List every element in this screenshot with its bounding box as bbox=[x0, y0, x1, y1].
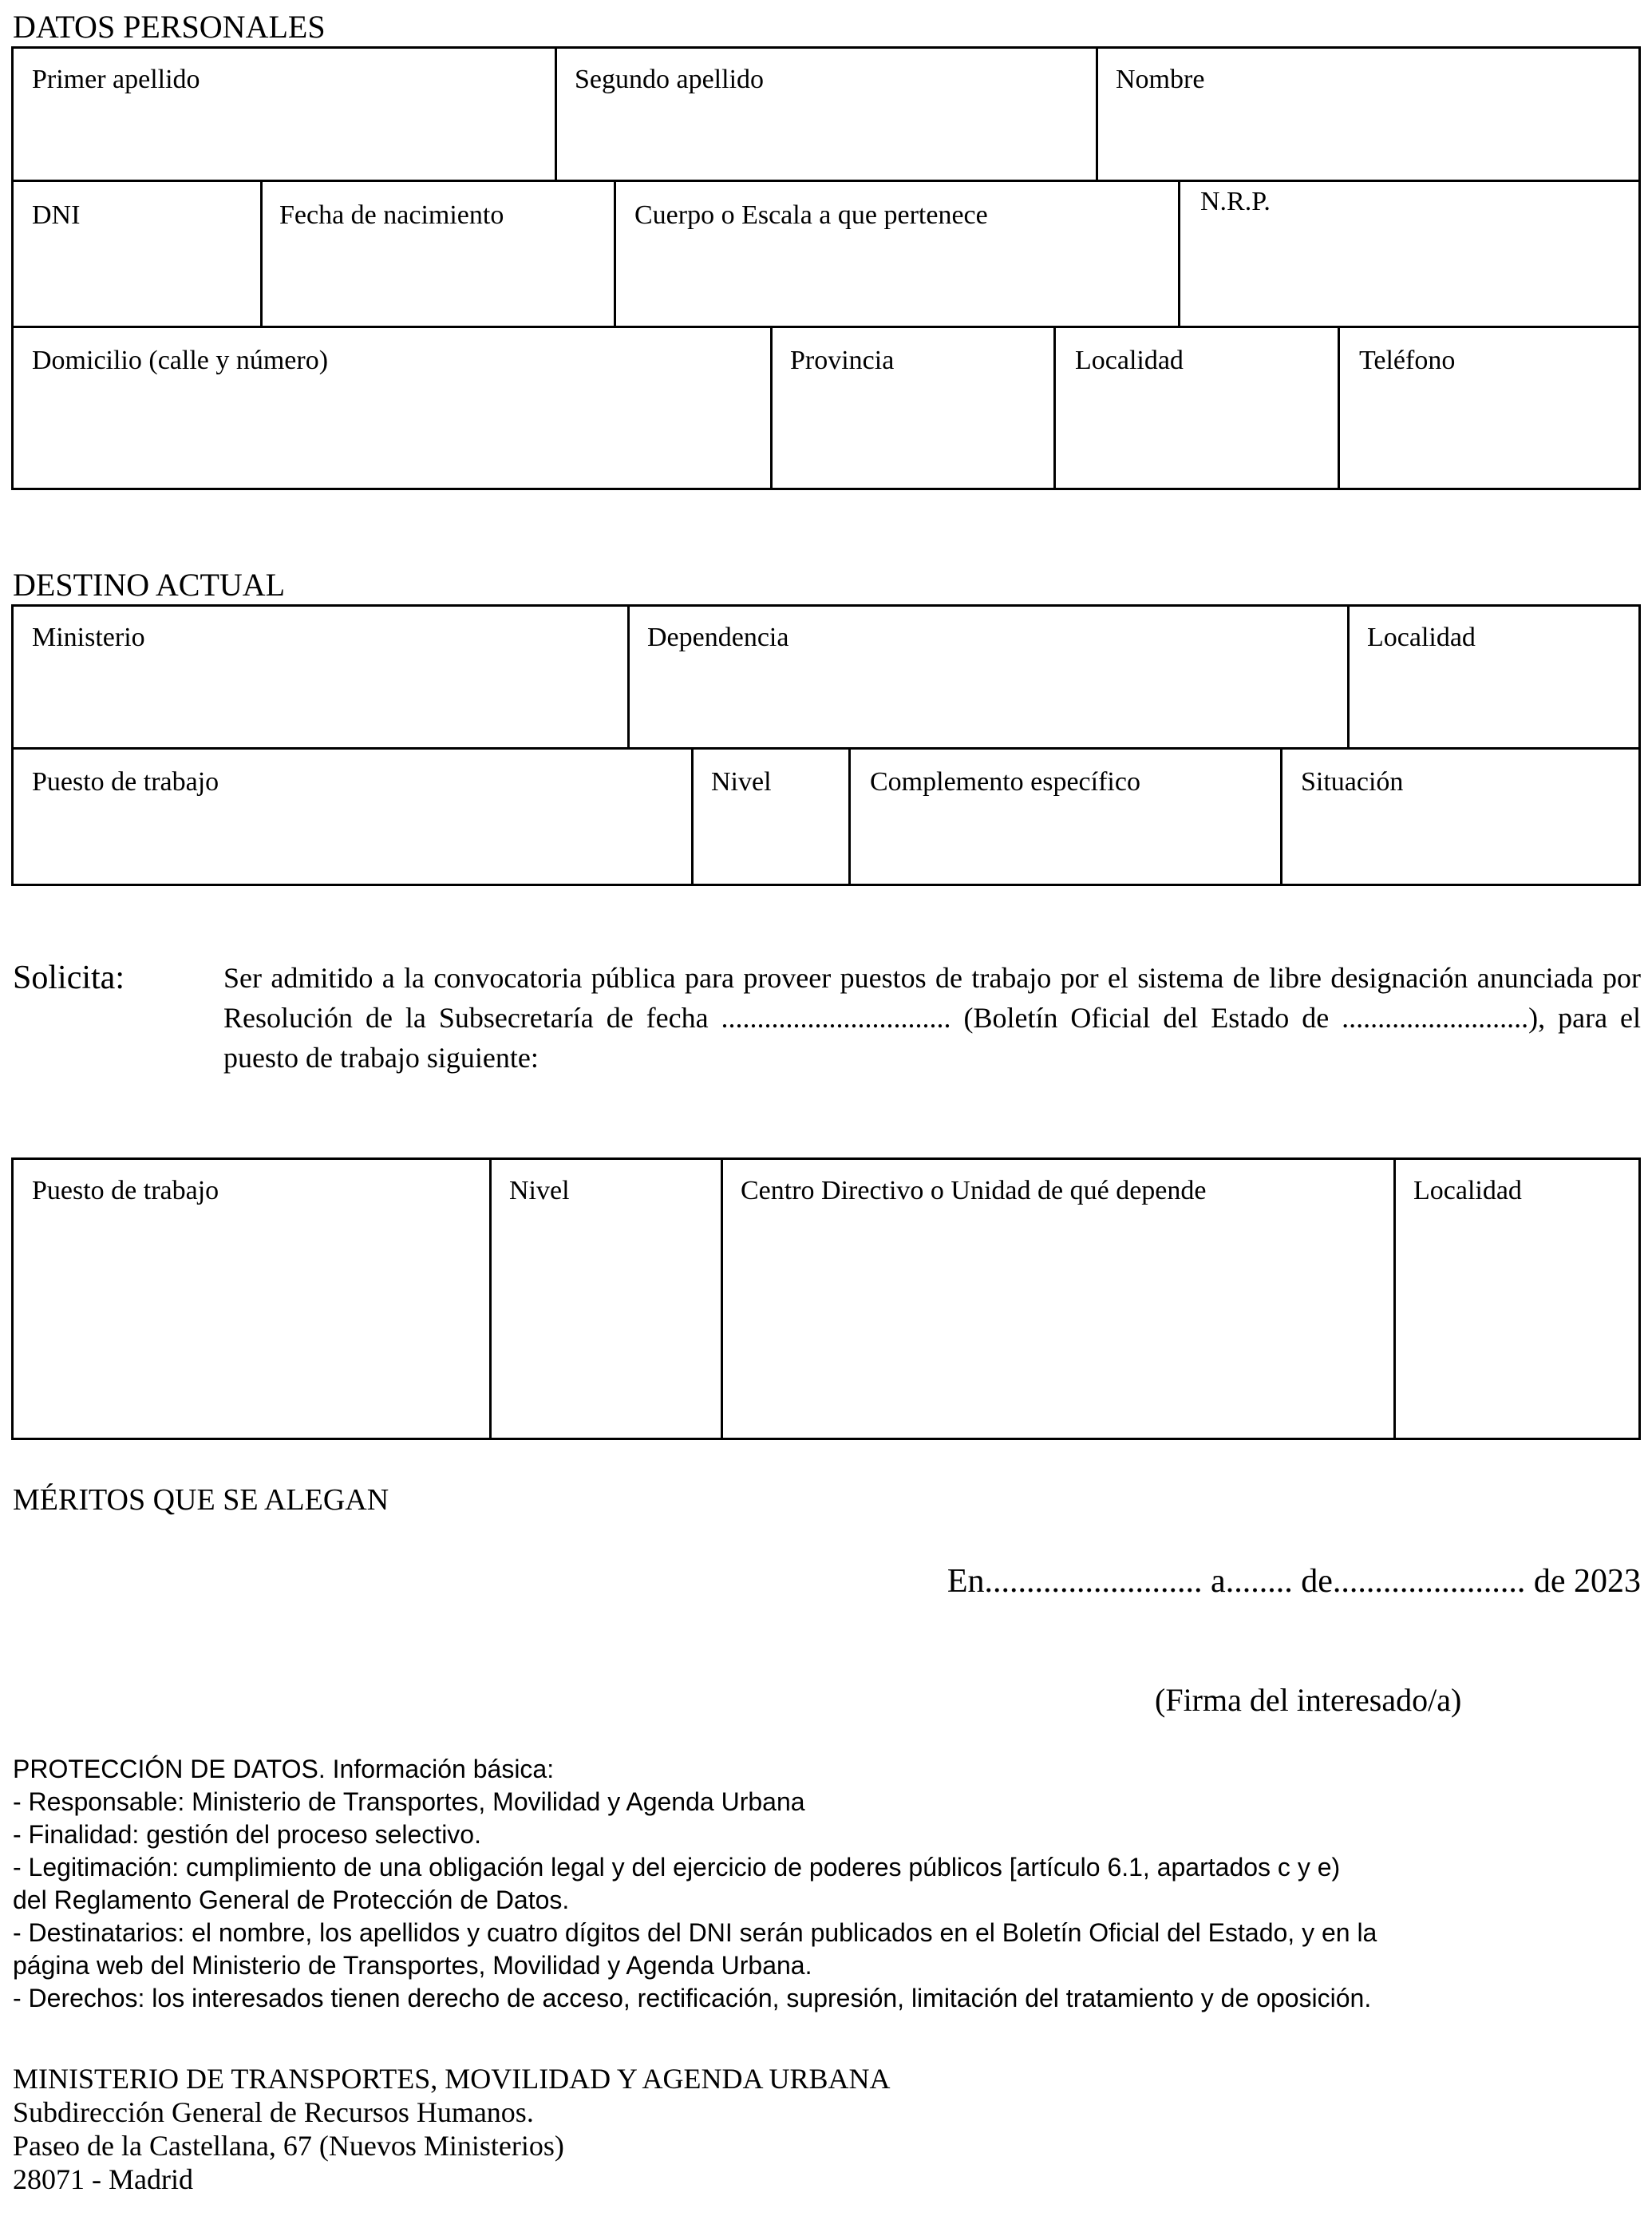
field-dependencia: Dependencia bbox=[647, 623, 789, 652]
address-line: MINISTERIO DE TRANSPORTES, MOVILIDAD Y AGENDA URBANA bbox=[13, 2063, 891, 2095]
data-protection-line: - Destinatarios: el nombre, los apellidos y cuatro dígitos del DNI serán publicados en el Boletín Oficial del Estado, y en la bbox=[13, 1918, 1377, 1947]
col-divider bbox=[848, 747, 851, 886]
data-protection-line: - Finalidad: gestión del proceso selectivo. bbox=[13, 1820, 481, 1849]
signature-caption: (Firma del interesado/a) bbox=[1155, 1682, 1462, 1718]
field-telefono: Teléfono bbox=[1359, 346, 1456, 375]
data-protection-line: página web del Ministerio de Transportes, Movilidad y Agenda Urbana. bbox=[13, 1951, 812, 1980]
field-complemento-especifico: Complemento específico bbox=[870, 767, 1140, 797]
data-protection-line: - Legitimación: cumplimiento de una obligación legal y del ejercicio de poderes públicos [artículo 6.1, apartados c y e) bbox=[13, 1853, 1341, 1882]
row-divider bbox=[11, 747, 1641, 750]
section-title-datos-personales: DATOS PERSONALES bbox=[13, 9, 326, 45]
field-localidad-solicitada: Localidad bbox=[1413, 1176, 1522, 1205]
data-protection-notice bbox=[13, 1753, 1377, 2015]
data-protection-line: del Reglamento General de Protección de Datos. bbox=[13, 1886, 570, 1914]
col-divider bbox=[489, 1157, 492, 1440]
address-line: Subdirección General de Recursos Humanos. bbox=[13, 2096, 534, 2128]
col-divider bbox=[1347, 604, 1350, 749]
col-divider bbox=[691, 747, 694, 886]
col-divider bbox=[1393, 1157, 1396, 1440]
ministry-address bbox=[13, 2062, 891, 2196]
address-line: 28071 - Madrid bbox=[13, 2163, 193, 2195]
field-situacion: Situación bbox=[1301, 767, 1404, 797]
table-border bbox=[11, 46, 1641, 490]
col-divider bbox=[1053, 326, 1056, 490]
solicita-text: Ser admitido a la convocatoria pública para proveer puestos de trabajo por el sistema de libre designación anunciada por Resolución de la Subsecretaría de fecha ................................ (Boletín Oficial del Estado de ..........................), para el puesto de trabajo siguiente: bbox=[223, 962, 1641, 1074]
field-puesto-trabajo-solicitado: Puesto de trabajo bbox=[32, 1176, 219, 1205]
col-divider bbox=[770, 326, 773, 490]
field-nrp: N.R.P. bbox=[1200, 187, 1271, 216]
data-protection-line: - Derechos: los interesados tienen derecho de acceso, rectificación, supresión, limitación del tratamiento y de oposición. bbox=[13, 1984, 1372, 2012]
col-divider bbox=[627, 604, 630, 749]
col-divider bbox=[1178, 180, 1180, 327]
field-primer-apellido: Primer apellido bbox=[32, 65, 200, 94]
field-segundo-apellido: Segundo apellido bbox=[575, 65, 765, 94]
section-title-meritos: MÉRITOS QUE SE ALEGAN bbox=[13, 1483, 389, 1517]
field-dni: DNI bbox=[32, 200, 81, 230]
address-line: Paseo de la Castellana, 67 (Nuevos Ministerios) bbox=[13, 2130, 564, 2162]
col-divider bbox=[1338, 326, 1340, 490]
solicita-label: Solicita: bbox=[13, 960, 124, 996]
field-provincia: Provincia bbox=[790, 346, 895, 375]
field-ministerio: Ministerio bbox=[32, 623, 145, 652]
col-divider bbox=[1280, 747, 1282, 886]
col-divider bbox=[721, 1157, 723, 1440]
field-localidad: Localidad bbox=[1075, 346, 1184, 375]
field-nombre: Nombre bbox=[1116, 65, 1205, 94]
data-protection-line: - Responsable: Ministerio de Transportes, Movilidad y Agenda Urbana bbox=[13, 1787, 805, 1816]
field-localidad-destino: Localidad bbox=[1367, 623, 1476, 652]
date-line: En.......................... a........ de....................... de 2023 bbox=[947, 1563, 1641, 1600]
field-domicilio: Domicilio (calle y número) bbox=[32, 346, 329, 375]
section-title-destino-actual: DESTINO ACTUAL bbox=[13, 567, 286, 603]
field-nivel: Nivel bbox=[711, 767, 772, 797]
col-divider bbox=[555, 46, 557, 181]
col-divider bbox=[260, 180, 263, 327]
row-divider bbox=[11, 180, 1641, 182]
field-puesto-trabajo: Puesto de trabajo bbox=[32, 767, 219, 797]
col-divider bbox=[1096, 46, 1098, 181]
data-protection-line: PROTECCIÓN DE DATOS. Información básica: bbox=[13, 1755, 555, 1783]
field-nivel-solicitado: Nivel bbox=[509, 1176, 570, 1205]
field-fecha-nacimiento: Fecha de nacimiento bbox=[279, 200, 504, 230]
field-centro-directivo: Centro Directivo o Unidad de qué depende bbox=[741, 1176, 1207, 1205]
field-cuerpo-escala: Cuerpo o Escala a que pertenece bbox=[634, 200, 988, 230]
col-divider bbox=[614, 180, 616, 327]
row-divider bbox=[11, 326, 1641, 328]
